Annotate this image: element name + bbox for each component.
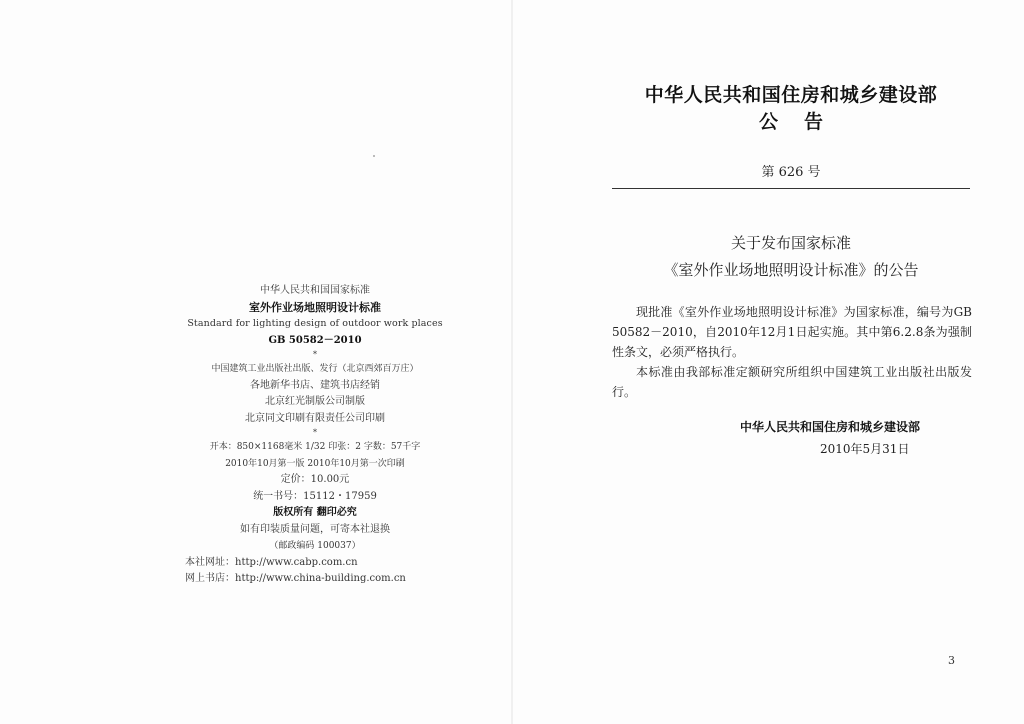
scan-speck	[373, 155, 375, 157]
printer-line: 北京同文印刷有限责任公司印刷	[245, 412, 385, 424]
signatory: 中华人民共和国住房和城乡建设部	[740, 420, 921, 434]
body-paragraph-2: 本标准由我部标准定额研究所组织中国建筑工业出版社出版发行。	[612, 365, 972, 399]
announcement-body	[612, 302, 972, 402]
website-line: 本社网址：http://www.cabp.com.cn	[185, 556, 358, 568]
edition-line: 2010年10月第一版 2010年10月第一次印刷	[225, 458, 405, 469]
announcement-heading: 公告	[758, 111, 849, 133]
page-gutter	[511, 0, 513, 724]
rights-line: 版权所有 翻印必究	[273, 507, 357, 518]
typeset-line: 北京红光制版公司制版	[265, 396, 365, 407]
publisher-line: 中国建筑工业出版社出版、发行（北京西郊百万庄）	[211, 364, 419, 374]
national-standard-label: 中华人民共和国国家标准	[260, 285, 370, 296]
isbn-line: 统一书号：15112・17959	[253, 490, 377, 502]
postcode-line: （邮政编码 100037）	[269, 541, 361, 551]
sellers-line: 各地新华书店、建筑书店经销	[250, 379, 380, 391]
price-line: 定价：10.00元	[280, 474, 350, 485]
online-shop-line: 网上书店：http://www.china-building.com.cn	[185, 573, 406, 584]
standard-code: GB 50582－2010	[268, 334, 362, 346]
subject-line-1: 关于发布国家标准	[730, 234, 851, 252]
ministry-heading: 中华人民共和国住房和城乡建设部	[644, 84, 938, 106]
heading-rule	[612, 188, 970, 189]
issue-date: 2010年5月31日	[820, 442, 910, 456]
body-paragraph-1: 现批准《室外作业场地照明设计标准》为国家标准，编号为GB 50582－2010，自2010年12月1日起实施。其中第6.2.8条为强制性条文，必须严格执行。	[612, 305, 972, 359]
return-line: 如有印装质量问题，可寄本社退换	[240, 523, 390, 535]
standard-title-en: Standard for lighting design of outdoor work places	[187, 318, 443, 329]
separator-star: *	[313, 428, 317, 437]
standard-title: 室外作业场地照明设计标准	[249, 300, 381, 314]
separator-star: *	[313, 350, 317, 359]
subject-line-2: 《室外作业场地照明设计标准》的公告	[663, 261, 919, 279]
format-line: 开本：850×1168毫米 1/32 印张：2 字数：57千字	[209, 442, 421, 452]
copyright-page	[185, 283, 445, 588]
announcement-number: 第 626 号	[761, 165, 821, 180]
page-number: 3	[948, 654, 955, 667]
